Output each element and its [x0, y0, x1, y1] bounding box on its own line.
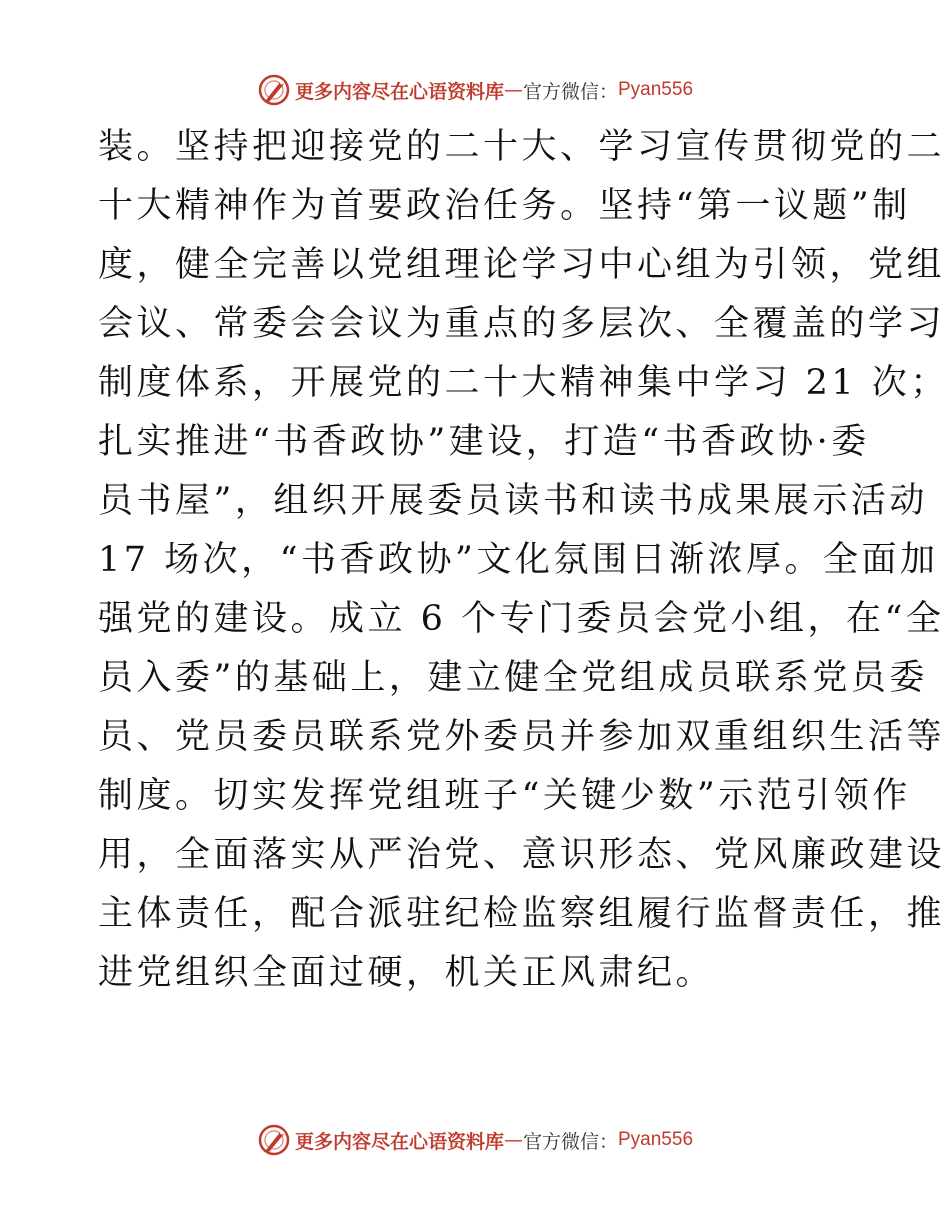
- body-line: 制度体系，开展党的二十大精神集中学习 21 次；: [98, 363, 949, 403]
- body-line: 员书屋”，组织开展委员读书和读书成果展示活动: [98, 481, 928, 521]
- header-banner: [0, 72, 950, 108]
- header-separator: —: [503, 79, 523, 101]
- header-contact-id: Pyan556: [618, 79, 694, 100]
- document-body: [98, 118, 949, 1003]
- body-line: 扎实推进“书香政协”建设，打造“书香政协·委: [98, 422, 870, 462]
- body-line: 员入委”的基础上，建立健全党组成员联系党员委: [98, 658, 928, 698]
- footer-separator: —: [503, 1129, 523, 1151]
- body-line: 用，全面落实从严治党、意识形态、党风廉政建设: [98, 835, 946, 875]
- body-line: 度，健全完善以党组理论学习中心组为引领，党组: [98, 245, 946, 285]
- body-line: 强党的建设。成立 6 个专门委员会党小组，在“全: [98, 599, 945, 639]
- header-tagline: 更多内容尽在心语资料库: [294, 80, 504, 103]
- body-line: 17 场次，“书香政协”文化氛围日渐浓厚。全面加: [98, 540, 939, 580]
- header-contact-label: 官方微信：: [522, 80, 618, 103]
- body-line: 会议、常委会会议为重点的多层次、全覆盖的学习: [98, 304, 946, 344]
- body-line: 进党组织全面过硬，机关正风肃纪。: [98, 953, 715, 993]
- footer-contact-id: Pyan556: [618, 1129, 694, 1150]
- body-line: 装。坚持把迎接党的二十大、学习宣传贯彻党的二: [98, 127, 946, 167]
- body-line: 十大精神作为首要政治任务。坚持“第一议题”制: [98, 186, 911, 226]
- footer-tagline: 更多内容尽在心语资料库: [294, 1130, 504, 1153]
- footer-banner: [0, 1122, 950, 1158]
- footer-contact-label: 官方微信：: [522, 1130, 618, 1153]
- pen-nib-logo-icon: [257, 73, 291, 107]
- body-line: 制度。切实发挥党组班子“关键少数”示范引领作: [98, 776, 911, 816]
- pen-nib-logo-icon: [257, 1123, 291, 1157]
- body-line: 主体责任，配合派驻纪检监察组履行监督责任，推: [98, 894, 946, 934]
- body-line: 员、党员委员联系党外委员并参加双重组织生活等: [98, 717, 946, 757]
